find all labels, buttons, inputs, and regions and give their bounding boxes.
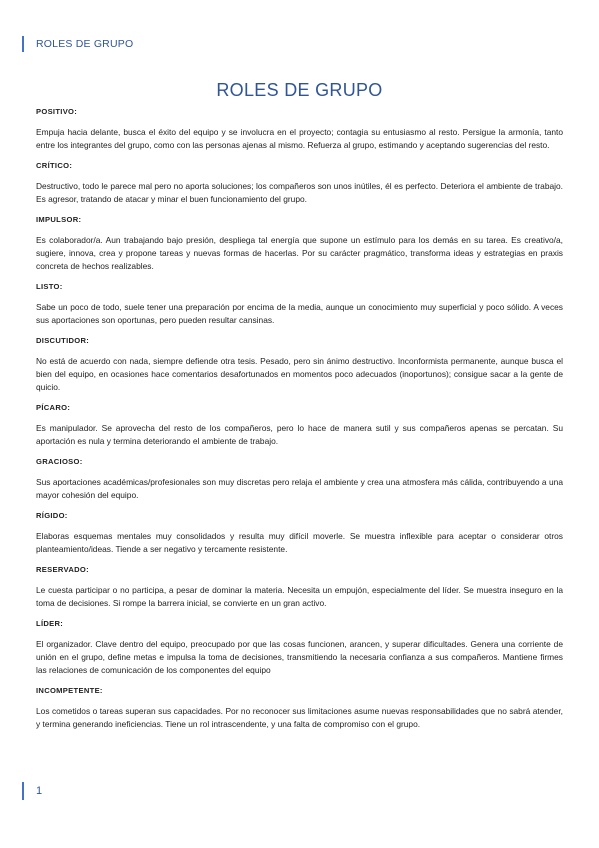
role-name: RÍGIDO:	[36, 511, 68, 520]
role-item	[36, 402, 563, 448]
role-name: LISTO:	[36, 282, 63, 291]
role-description: Sabe un poco de todo, suele tener una preparación por encima de la media, aunque un conocimiento muy superficial y poco sólido. A veces sus aportaciones son oportunas, pero pueden resultar cansinas.	[36, 302, 563, 325]
page-footer	[22, 782, 42, 800]
role-name: RESERVADO:	[36, 565, 89, 574]
role-item	[36, 618, 563, 677]
role-description: Destructivo, todo le parece mal pero no aporta soluciones; los compañeros son unos inútiles, él es perfecto. Deteriora el ambiente de trabajo. Es agresor, tratando de atacar y minar el buen funcionamiento del grupo.	[36, 181, 563, 204]
document-title: ROLES DE GRUPO	[216, 80, 383, 100]
role-item	[36, 685, 563, 731]
role-description: Empuja hacia delante, busca el éxito del equipo y se involucra en el proyecto; contagia su entusiasmo al resto. Persigue la armonía, tanto entre los integrantes del grupo, como con las personas ajenas al mismo. Refuerza al grupo, estimando y aceptando sugerencias del resto.	[36, 127, 563, 150]
role-item	[36, 214, 563, 273]
role-name: GRACIOSO:	[36, 457, 83, 466]
role-description: Los cometidos o tareas superan sus capacidades. Por no reconocer sus limitaciones asume nuevas responsabilidades que no sabrá atender, y termina generando ineficiencias. Tiene un rol intrascendente, y una falta de compromiso con el grupo.	[36, 706, 563, 729]
role-description: Sus aportaciones académicas/profesionales son muy discretas pero relaja el ambiente y crea una atmosfera más cálida, contribuyendo a una mayor cohesión del equipo.	[36, 477, 563, 500]
role-item	[36, 106, 563, 152]
page-header	[22, 36, 133, 52]
role-item	[36, 335, 563, 394]
role-item	[36, 456, 563, 502]
role-description: El organizador. Clave dentro del equipo, preocupado por que las cosas funcionen, arancen, y superar dificultades. Genera una corriente de unión en el grupo, define metas e impulsa la toma de decisiones, transmitiendo la necesaria confianza a sus compañeros. Mantiene firmes las relaciones de comunicación de los componentes del equipo	[36, 639, 563, 675]
role-name: INCOMPETENTE:	[36, 686, 103, 695]
role-item	[36, 510, 563, 556]
role-description: Elaboras esquemas mentales muy consolidados y resulta muy difícil moverle. Se muestra inflexible para aceptar o considerar otros planteamiento/ideas. Tiende a ser negativo y tercamente resistente.	[36, 531, 563, 554]
role-name: PÍCARO:	[36, 403, 71, 412]
role-item	[36, 160, 563, 206]
role-name: CRÍTICO:	[36, 161, 73, 170]
header-text: ROLES DE GRUPO	[36, 38, 134, 50]
role-description: No está de acuerdo con nada, siempre defiende otra tesis. Pesado, pero sin ánimo destructivo. Inconformista permanente, aunque busca el bien del equipo, en ocasiones hace comentarios desafortunados en momentos poco adecuados (inoportunos); consigue sacar a la gente de quicio.	[36, 356, 563, 392]
role-description: Le cuesta participar o no participa, a pesar de dominar la materia. Necesita un empujón, especialmente del líder. Se muestra inseguro en la toma de decisiones. Si rompe la barrera inicial, se convierte en un gran activo.	[36, 585, 563, 608]
role-name: LÍDER:	[36, 619, 64, 628]
role-description: Es manipulador. Se aprovecha del resto de los compañeros, pero lo hace de manera sutil y sus compañeros apenas se percatan. Su aportación es nula y termina deteriorando el ambiente de trabajo.	[36, 423, 563, 446]
role-name: POSITIVO:	[36, 107, 78, 116]
role-description: Es colaborador/a. Aun trabajando bajo presión, despliega tal energía que supone un estímulo para los demás en su tarea. Es creativo/a, sugiere, innova, crea y propone tareas y nuevas formas de hacerlas. Por su carácter pragmático, transforma ideas y estrategias en praxis concreta de hechos realizables.	[36, 235, 563, 271]
role-name: IMPULSOR:	[36, 215, 82, 224]
roles-list	[36, 106, 563, 739]
role-name: DISCUTIDOR:	[36, 336, 90, 345]
role-item	[36, 281, 563, 327]
role-item	[36, 564, 563, 610]
page-number: 1	[36, 785, 43, 797]
